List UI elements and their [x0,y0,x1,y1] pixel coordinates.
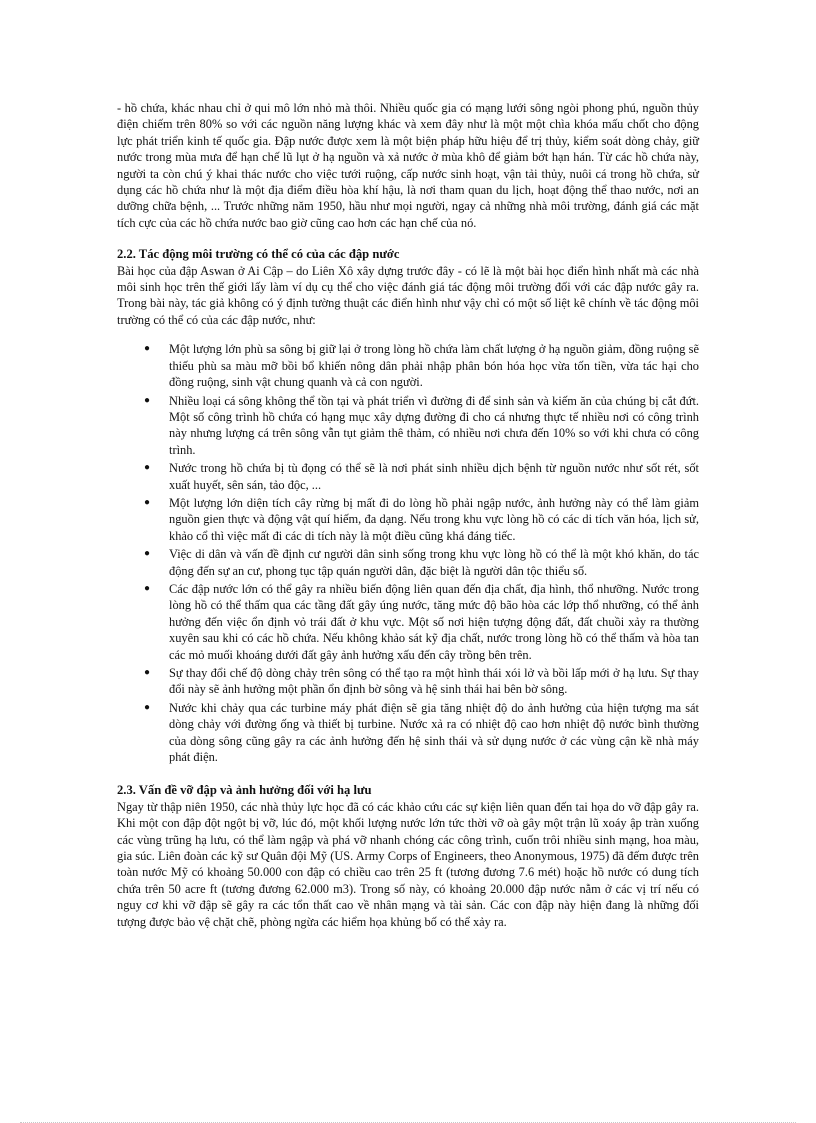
list-item [117,495,699,544]
bullet-icon: ● [144,496,151,508]
list-item [117,460,699,493]
list-item [117,546,699,579]
list-item-text: Nước trong hồ chứa bị tù đọng có thể sẽ là nơi phát sinh nhiều dịch bệnh từ nguồn nước như sốt rét, sốt xuất huyết, sên sán, tảo độc, ... [169,461,699,492]
bullet-icon: ● [144,667,151,678]
section-2-2-heading: 2.2. Tác động môi trường có thể có của các đập nước [117,247,400,262]
list-item [117,665,699,698]
bullet-icon: ● [144,394,151,406]
bullet-icon: ● [144,548,151,560]
bullet-icon: ● [144,582,151,594]
section-2-2-paragraph: Bài học của đập Aswan ở Ai Cập – do Liên Xô xây dựng trước đây - có lẽ là một bài học điển hình nhất mà các nhà môi sinh học trên thế giới lấy làm ví dụ cụ thể cho việc đánh giá tác động môi trường đối với các đập nước gây ra. Trong bài này, tác giả không có ý định tường thuật các điển hình như vậy chỉ có một số liệt kê chính về tác động môi trường có thể có của các đập nước, như: [117,263,699,327]
document-page [117,100,699,930]
section-2-3-paragraph: Ngay từ thập niên 1950, các nhà thủy lực học đã có các khảo cứu các sự kiện liên quan đến tai họa do vỡ đập gây ra. Khi một con đập đột ngột bị vỡ, lúc đó, một khối lượng nước lớn tức thời vỡ oà gây một trận lũ xoáy ập tràn xuống các vùng trũng hạ lưu, có thể làm ngập và phá vỡ nhanh chóng các công trình, cuốn trôi nhiều sinh mạng, hoa màu, gia súc. Liên đoàn các kỹ sư Quân đội Mỹ (US. Army Corps of Engineers, theo Anonymous, 1975) đã đếm được trên toàn nước Mỹ có khoảng 50.000 con đập có chiều cao trên 25 ft (tương đương 7.6 mét) hoặc hồ nước có dung tích chứa trên 50 acre ft (tương đương 62.000 m3). Trong số này, có khoảng 20.000 đập nước nằm ở các vị trí nếu có nguy cơ khi vỡ đập sẽ gây ra các tổn thất cao về nhân mạng và tài sản. Các con đập này hiện đang là những đối tượng được bảo vệ chặt chẽ, phòng ngừa các hiểm họa khủng bố có thể xảy ra. [117,799,699,929]
impact-list [117,341,699,765]
list-item-text: Nước khi chảy qua các turbine máy phát điện sẽ gia tăng nhiệt độ do ảnh hưởng của hiện tượng ma sát dòng chảy với đường ống và thiết bị turbine. Nước xả ra có nhiệt độ cao hơn nhiệt độ nước bình thường của dòng sông cũng gây ra các ảnh hưởng đến hệ sinh thái và sử dụng nước ở các vùng cận kề nhà máy phát điện. [169,700,699,765]
intro-paragraph: - hồ chứa, khác nhau chỉ ở qui mô lớn nhỏ mà thôi. Nhiều quốc gia có mạng lưới sông ngòi phong phú, nguồn thủy điện chiếm trên 80% so với các nguồn năng lượng khác và xem đây như là một một chìa khóa mấu chốt cho động lực phát triển kinh tế quốc gia. Đập nước được xem là một biện pháp hữu hiệu để trị thủy, kiểm soát dòng chảy, giữ nước trong mùa mưa để hạn chế lũ lụt ở hạ nguồn và xả nước ở mùa khô để giảm bớt hạn hán. Từ các hồ chứa này, người ta còn chú ý khai thác nước cho việc tưới ruộng, cấp nước sinh hoạt, vận tải thủy, nuôi cá trong hồ chứa, sử dụng các hồ chứa như là một địa điểm điều hòa khí hậu, là nơi tham quan du lịch, hoạt động thể thao nước, nơi an dưỡng chữa bệnh, ... Trước những năm 1950, hầu như mọi người, ngay cả những nhà môi trường, đánh giá các mặt tích cực của các hồ chứa nước bao giờ cũng cao hơn các hạn chế của nó. [117,101,699,230]
bullet-icon: ● [144,343,151,355]
section-2-3-heading: 2.3. Vấn đề vỡ đập và ảnh hưởng đối với hạ lưu [117,783,372,798]
list-item-text: Sự thay đổi chế độ dòng chảy trên sông có thể tạo ra một hình thái xói lở và bồi lấp mới ở hạ lưu. Sự thay đổi này sẽ ảnh hưởng một phần ổn định bờ sông và hệ sinh thái hai bên bờ sông. [169,666,699,697]
bullet-icon: ● [144,701,151,713]
list-item [117,581,699,663]
list-item-text: Nhiều loại cá sông không thể tồn tại và phát triển vì đường đi để sinh sản và kiếm ăn của chúng bị cắt đứt. Một số công trình hồ chứa có hạng mục xây dựng đường đi cho cá nhưng thực tế nhiều nơi có công trình này nhưng lượng cá trên sông vẫn tụt giảm thê thảm, có nhiều nơi chưa đến 10% so với khi chưa có công trình. [169,393,699,457]
list-item-text: Một lượng lớn diện tích cây rừng bị mất đi do lòng hồ phải ngập nước, ảnh hưởng này có thể làm giảm nguồn gien thực và động vật quí hiếm, đa dạng. Nếu trong khu vực lòng hồ có các di tích văn hóa, lịch sử, khảo cổ thì việc mất đi các di tích này là một điều cũng khá đáng tiếc. [169,495,699,543]
list-item [117,341,699,390]
bullet-icon: ● [144,462,151,474]
list-item [117,393,699,459]
list-item-text: Một lượng lớn phù sa sông bị giữ lại ở trong lòng hồ chứa làm chất lượng ở hạ nguồn giảm, đồng ruộng sẽ thiếu phù sa màu mỡ bồi bổ khiến nông dân phải nhập phân bón hóa học vừa tốn tiền, vừa tác hại cho đồng ruộng, sinh vật chung quanh và cả con người. [169,342,699,390]
list-item-text: Các đập nước lớn có thể gây ra nhiều biến động liên quan đến địa chất, địa hình, thổ nhưỡng. Nước trong lòng hồ có thể thấm qua các tầng đất gây úng nước, tăng mức độ bão hòa các lớp thổ nhưỡng, có thể ảnh hưởng đến việc ổn định vỏ trái đất ở khu vực. Một số nơi hiện tượng động đất, đất chuồi xảy ra thường xuyên sau khi có các hồ chứa. Nếu không khảo sát kỹ địa chất, nước trong lòng hồ có thể thấm và hòa tan các mỏ muối khoáng dưới đất gây ảnh hưởng xấu đến cây trồng bên trên. [169,581,699,662]
list-item-text: Việc di dân và vấn đề định cư người dân sinh sống trong khu vực lòng hồ có thể là một khó khăn, do tác động đến sự an cư, phong tục tập quán người dân, đặc biệt là người dân tộc thiểu số. [169,547,699,578]
list-item [117,700,699,766]
